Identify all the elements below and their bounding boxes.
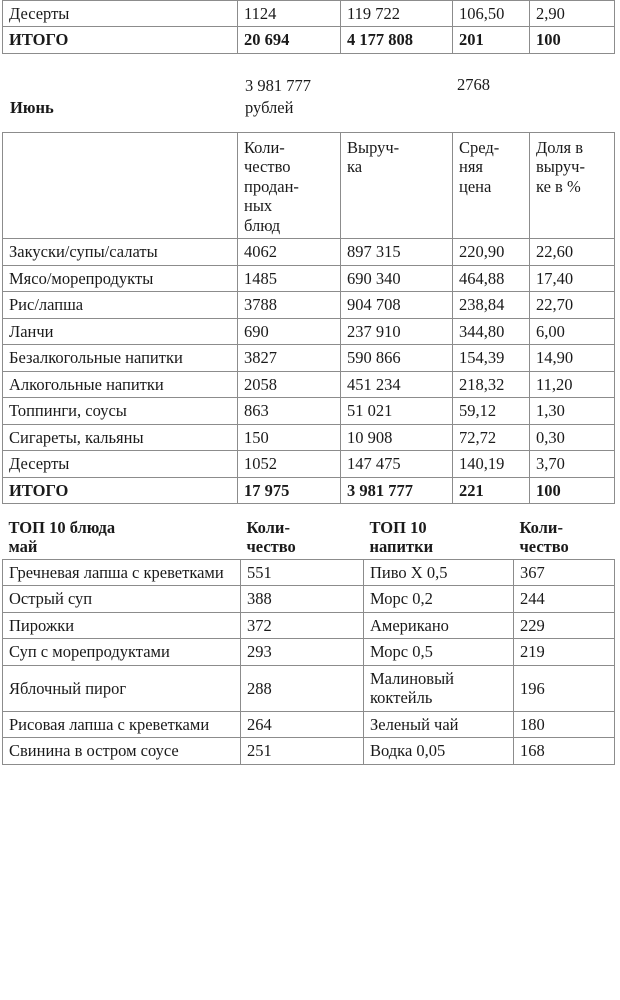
- cell-average-price: 464,88: [453, 265, 530, 291]
- header-top10-dishes-line2: май: [8, 537, 38, 557]
- cell-average-price: 72,72: [453, 424, 530, 450]
- cell-revenue: 690 340: [341, 265, 453, 291]
- cell-total-average-price: 201: [453, 27, 530, 53]
- cell-average-price: 154,39: [453, 345, 530, 371]
- header-drink-quantity: [514, 512, 615, 559]
- table-row: [3, 292, 615, 318]
- cell-category-name: Безалкогольные напитки: [3, 345, 238, 371]
- header-quantity-line2: чество: [244, 157, 291, 177]
- june-summary-table: [2, 132, 615, 504]
- cell-average-price: 344,80: [453, 318, 530, 344]
- header-quantity-line1: Коли-: [244, 137, 285, 157]
- header-dish-quantity: [241, 512, 364, 559]
- table-row: [3, 451, 615, 477]
- cell-category-name: Рис/лапша: [3, 292, 238, 318]
- header-average-price-line2: няя: [459, 157, 484, 177]
- table-row: [3, 424, 615, 450]
- cell-drink-quantity: 180: [514, 711, 615, 737]
- cell-quantity: 2058: [238, 371, 341, 397]
- cell-quantity: 3827: [238, 345, 341, 371]
- cell-dish-name: Рисовая лапша с креветками: [3, 711, 241, 737]
- cell-revenue-share: 11,20: [530, 371, 615, 397]
- cell-total-revenue: 3 981 777: [341, 477, 453, 503]
- cell-category-name: Закуски/супы/салаты: [3, 239, 238, 265]
- cell-revenue: 897 315: [341, 239, 453, 265]
- table-row: [3, 318, 615, 344]
- header-top10-dishes-line1: ТОП 10 блюда: [8, 517, 116, 537]
- cell-revenue: 51 021: [341, 398, 453, 424]
- table-row: [3, 639, 615, 665]
- table-row: [3, 398, 615, 424]
- header-quantity-line4: ных: [244, 196, 273, 216]
- cell-revenue-share: 2,90: [530, 1, 615, 27]
- cell-category-name: Алкогольные напитки: [3, 371, 238, 397]
- table-row: [3, 612, 615, 638]
- cell-drink-name: Морс 0,2: [364, 586, 514, 612]
- cell-quantity: 1052: [238, 451, 341, 477]
- cell-dish-quantity: 288: [241, 665, 364, 711]
- cell-revenue: 590 866: [341, 345, 453, 371]
- cell-category-name: Ланчи: [3, 318, 238, 344]
- cell-average-price: 218,32: [453, 371, 530, 397]
- cell-revenue: 10 908: [341, 424, 453, 450]
- cell-total-revenue: 4 177 808: [341, 27, 453, 53]
- cell-drink-quantity: 244: [514, 586, 615, 612]
- table-header-row: [3, 132, 615, 238]
- cell-dish-quantity: 551: [241, 559, 364, 585]
- cell-dish-quantity: 264: [241, 711, 364, 737]
- header-dish-quantity-line2: чество: [246, 537, 296, 557]
- header-revenue-share-line1: Доля в: [536, 137, 584, 157]
- cell-dish-name: Острый суп: [3, 586, 241, 612]
- cell-dish-quantity: 388: [241, 586, 364, 612]
- header-revenue-share-line3: ке в %: [536, 176, 581, 196]
- header-average-price: [453, 132, 530, 238]
- month-revenue: [245, 75, 355, 120]
- header-drink-quantity-line1: Коли-: [519, 517, 563, 537]
- cell-quantity: 1485: [238, 265, 341, 291]
- cell-drink-name: Водка 0,05: [364, 738, 514, 764]
- header-average-price-line1: Сред-: [459, 137, 500, 157]
- cell-drink-quantity: 219: [514, 639, 615, 665]
- table-row: [3, 559, 615, 585]
- cell-category-name: Топпинги, соусы: [3, 398, 238, 424]
- june-heading-band: [2, 70, 614, 132]
- cell-dish-name: Гречневая лапша с креветками: [3, 559, 241, 585]
- cell-revenue-share: 6,00: [530, 318, 615, 344]
- cell-drink-quantity: 168: [514, 738, 615, 764]
- section-gap: [0, 504, 620, 512]
- cell-drink-name: Морс 0,5: [364, 639, 514, 665]
- table-row-total: [3, 27, 615, 53]
- cell-drink-quantity: 229: [514, 612, 615, 638]
- cell-revenue-share: 17,40: [530, 265, 615, 291]
- cell-average-price: 106,50: [453, 1, 530, 27]
- header-top10-dishes: [3, 512, 241, 559]
- header-quantity-sold: [238, 132, 341, 238]
- cell-drink-quantity: 196: [514, 665, 615, 711]
- table-row: [3, 1, 615, 27]
- table-row: [3, 345, 615, 371]
- cell-average-price: 238,84: [453, 292, 530, 318]
- header-top10-drinks-line2: напитки: [369, 537, 434, 557]
- cell-quantity: 150: [238, 424, 341, 450]
- cell-revenue-share: 0,30: [530, 424, 615, 450]
- cell-revenue: 119 722: [341, 1, 453, 27]
- header-revenue-line2: ка: [347, 157, 363, 177]
- cell-drink-name: Зеленый чай: [364, 711, 514, 737]
- top10-header-row: [3, 512, 615, 559]
- cell-revenue: 237 910: [341, 318, 453, 344]
- cell-drink-quantity: 367: [514, 559, 615, 585]
- may-summary-table-fragment: [2, 0, 615, 54]
- cell-revenue-share: 22,70: [530, 292, 615, 318]
- cell-dish-name: Свинина в остром соусе: [3, 738, 241, 764]
- header-revenue-share: [530, 132, 615, 238]
- cell-category-name: Десерты: [3, 451, 238, 477]
- table-row-total: [3, 477, 615, 503]
- cell-drink-name: Пиво X 0,5: [364, 559, 514, 585]
- table-row: [3, 586, 615, 612]
- cell-dish-quantity: 251: [241, 738, 364, 764]
- cell-quantity: 1124: [238, 1, 341, 27]
- month-label: Июнь: [10, 97, 54, 117]
- cell-category-name: Мясо/морепродукты: [3, 265, 238, 291]
- month-revenue-amount: 3 981 777: [245, 75, 311, 95]
- cell-revenue-share: 22,60: [530, 239, 615, 265]
- cell-revenue-share: 3,70: [530, 451, 615, 477]
- cell-revenue-share: 14,90: [530, 345, 615, 371]
- month-guest-count: 2768: [457, 74, 490, 94]
- header-revenue: [341, 132, 453, 238]
- cell-total-label: ИТОГО: [3, 27, 238, 53]
- table-row: [3, 665, 615, 711]
- header-top10-drinks: [364, 512, 514, 559]
- cell-quantity: 863: [238, 398, 341, 424]
- header-category: [3, 132, 238, 238]
- header-quantity-line3: продан-: [244, 176, 299, 196]
- cell-dish-quantity: 293: [241, 639, 364, 665]
- header-revenue-line1: Выруч-: [347, 137, 400, 157]
- cell-dish-quantity: 372: [241, 612, 364, 638]
- header-top10-drinks-line1: ТОП 10: [369, 517, 427, 537]
- cell-average-price: 59,12: [453, 398, 530, 424]
- cell-quantity: 4062: [238, 239, 341, 265]
- top10-table: [2, 512, 615, 765]
- table-row: [3, 239, 615, 265]
- cell-total-quantity: 20 694: [238, 27, 341, 53]
- cell-average-price: 140,19: [453, 451, 530, 477]
- cell-dish-name: Яблочный пирог: [3, 665, 241, 711]
- cell-dish-name: Суп с морепродуктами: [3, 639, 241, 665]
- month-revenue-currency: рублей: [245, 98, 294, 118]
- cell-category-name: Сигареты, кальяны: [3, 424, 238, 450]
- header-drink-quantity-line2: чество: [519, 537, 569, 557]
- cell-quantity: 3788: [238, 292, 341, 318]
- cell-total-quantity: 17 975: [238, 477, 341, 503]
- cell-drink-name: Малиновый коктейль: [364, 665, 514, 711]
- cell-total-share: 100: [530, 477, 615, 503]
- cell-total-average-price: 221: [453, 477, 530, 503]
- cell-total-label: ИТОГО: [3, 477, 238, 503]
- cell-drink-name: Американо: [364, 612, 514, 638]
- table-row: [3, 265, 615, 291]
- header-average-price-line3: цена: [459, 176, 492, 196]
- cell-total-share: 100: [530, 27, 615, 53]
- table-row: [3, 711, 615, 737]
- cell-revenue-share: 1,30: [530, 398, 615, 424]
- header-revenue-share-line2: выруч-: [536, 157, 585, 177]
- cell-category-name: Десерты: [3, 1, 238, 27]
- cell-revenue: 147 475: [341, 451, 453, 477]
- cell-average-price: 220,90: [453, 239, 530, 265]
- header-dish-quantity-line1: Коли-: [246, 517, 290, 537]
- cell-dish-name: Пирожки: [3, 612, 241, 638]
- cell-quantity: 690: [238, 318, 341, 344]
- table-row: [3, 371, 615, 397]
- cell-revenue: 904 708: [341, 292, 453, 318]
- table-row: [3, 738, 615, 764]
- header-quantity-line5: блюд: [244, 215, 281, 235]
- cell-revenue: 451 234: [341, 371, 453, 397]
- section-gap: [0, 54, 620, 70]
